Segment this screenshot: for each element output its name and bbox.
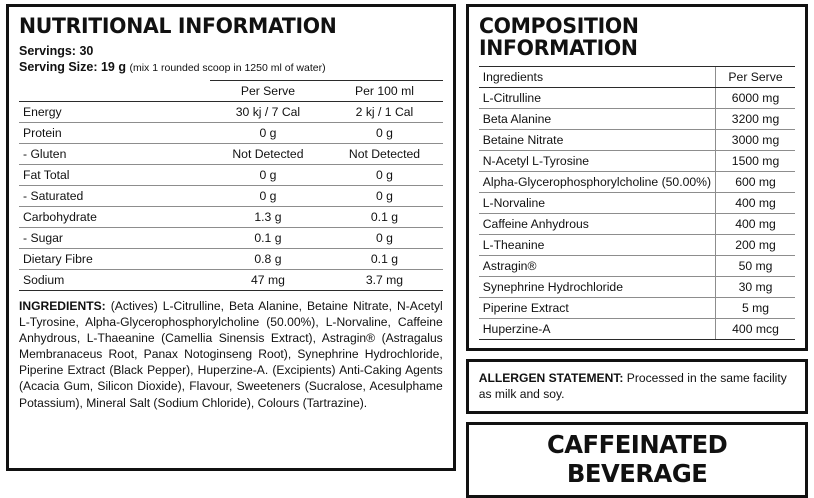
serving-size-value: 19 g <box>100 60 126 75</box>
nutrient-per-serve: 1.3 g <box>210 207 327 228</box>
ingredient-name: Caffeine Anhydrous <box>479 214 716 235</box>
table-row <box>19 102 443 123</box>
servings-label: Servings: <box>19 44 76 59</box>
nutrient-name: - Gluten <box>19 144 210 165</box>
table-row <box>19 165 443 186</box>
ingredient-name: Huperzine-A <box>479 319 716 340</box>
page-title: NUTRITIONAL INFORMATION <box>19 14 337 38</box>
ingredient-amount: 6000 mg <box>716 88 795 109</box>
ingredient-amount: 200 mg <box>716 235 795 256</box>
nutrient-per-100ml: 0 g <box>326 165 443 186</box>
composition-information-panel <box>466 4 808 351</box>
serving-size-row <box>19 60 443 74</box>
table-row <box>19 144 443 165</box>
ingredient-name: Beta Alanine <box>479 109 716 130</box>
servings-value: 30 <box>79 44 94 59</box>
column-header-blank <box>19 81 210 102</box>
caffeinated-beverage-text: CAFFEINATED BEVERAGE <box>546 429 728 488</box>
ingredient-amount: 50 mg <box>716 256 795 277</box>
nutrient-per-serve: 0.1 g <box>210 228 327 249</box>
nutrient-per-100ml: 0 g <box>326 186 443 207</box>
table-row <box>479 256 795 277</box>
nutrient-per-100ml: 0.1 g <box>326 207 443 228</box>
nutrient-name: Protein <box>19 123 210 144</box>
table-row <box>479 193 795 214</box>
ingredients-label: INGREDIENTS: <box>19 299 106 314</box>
table-row <box>19 123 443 144</box>
nutritional-information-panel <box>6 4 456 471</box>
ingredient-amount: 3200 mg <box>716 109 795 130</box>
servings-row <box>19 44 443 58</box>
nutrient-name: Dietary Fibre <box>19 249 210 270</box>
column-header-per-100ml: Per 100 ml <box>326 81 443 102</box>
table-row <box>19 249 443 270</box>
right-column <box>466 4 808 488</box>
ingredient-name: L-Citrulline <box>479 88 716 109</box>
composition-title: COMPOSITION INFORMATION <box>478 14 639 61</box>
nutrient-per-serve: 0.8 g <box>210 249 327 270</box>
ingredient-name: L-Theanine <box>479 235 716 256</box>
table-row <box>479 214 795 235</box>
nutrient-per-serve: 0 g <box>210 165 327 186</box>
table-row <box>19 228 443 249</box>
table-row <box>19 186 443 207</box>
caffeinated-beverage-panel <box>466 422 808 498</box>
table-header-row <box>479 67 795 88</box>
table-row <box>479 298 795 319</box>
nutrient-name: Sodium <box>19 270 210 291</box>
nutrient-per-serve: 47 mg <box>210 270 327 291</box>
ingredient-amount: 600 mg <box>716 172 795 193</box>
ingredient-name: Piperine Extract <box>479 298 716 319</box>
ingredients-block <box>19 298 443 411</box>
allergen-text: Processed in the same facility as milk and soy. <box>478 371 787 402</box>
nutrient-name: Fat Total <box>19 165 210 186</box>
ingredient-amount: 3000 mg <box>716 130 795 151</box>
allergen-text-block <box>479 370 795 403</box>
table-row <box>479 235 795 256</box>
serving-size-note: (mix 1 rounded scoop in 1250 ml of water) <box>129 62 326 75</box>
nutrient-per-100ml: Not Detected <box>326 144 443 165</box>
table-header-row <box>19 81 443 102</box>
ingredient-name: Betaine Nitrate <box>479 130 716 151</box>
nutrient-per-serve: Not Detected <box>210 144 327 165</box>
nutrient-per-serve: 0 g <box>210 123 327 144</box>
table-row <box>479 88 795 109</box>
ingredient-amount: 5 mg <box>716 298 795 319</box>
ingredient-name: Alpha-Glycerophosphorylcholine (50.00%) <box>479 172 716 193</box>
nutrient-per-100ml: 3.7 mg <box>326 270 443 291</box>
nutrition-table <box>19 80 443 291</box>
table-row <box>19 207 443 228</box>
nutrient-name: Energy <box>19 102 210 123</box>
ingredient-name: Synephrine Hydrochloride <box>479 277 716 298</box>
nutrient-per-100ml: 0.1 g <box>326 249 443 270</box>
ingredient-amount: 30 mg <box>716 277 795 298</box>
nutrient-name: - Sugar <box>19 228 210 249</box>
ingredient-name: L-Norvaline <box>479 193 716 214</box>
nutrient-per-100ml: 2 kj / 1 Cal <box>326 102 443 123</box>
column-header-per-serve: Per Serve <box>716 67 795 88</box>
left-column <box>6 4 456 471</box>
composition-table <box>479 66 795 340</box>
ingredient-name: Astragin® <box>479 256 716 277</box>
ingredient-amount: 1500 mg <box>716 151 795 172</box>
column-header-ingredients: Ingredients <box>479 67 716 88</box>
table-row <box>479 172 795 193</box>
ingredients-text: (Actives) L-Citrulline, Beta Alanine, Betaine Nitrate, N-Acetyl L-Tyrosine, Alpha-Glycerophosphorylcholine (50.00%), L-Norvaline, Caffeine Anhydrous, L-Thaeanine (Camellia Sinensis Extract), Astragin® (Astragalus Membranaceus Root, Panax Notoginseng Root), Synephrine Hydrochloride, Piperine Extract (Black Pepper), Huperzine-A. (Excipients) Anti-Caking Agents (Acacia Gum, Silicon Dioxide), Flavour, Sweeteners (Sucralose, Acesulphame Potassium), Mineral Salt (Sodium Chloride), Colours (Tartrazine). <box>19 299 443 410</box>
ingredient-amount: 400 mcg <box>716 319 795 340</box>
serving-size-label: Serving Size: <box>19 60 98 75</box>
table-row <box>479 319 795 340</box>
column-header-per-serve: Per Serve <box>210 81 327 102</box>
ingredient-amount: 400 mg <box>716 193 795 214</box>
nutrient-per-100ml: 0 g <box>326 123 443 144</box>
nutrient-name: - Saturated <box>19 186 210 207</box>
table-row <box>19 270 443 291</box>
allergen-label: ALLERGEN STATEMENT: <box>478 371 624 386</box>
table-row <box>479 277 795 298</box>
ingredient-name: N-Acetyl L-Tyrosine <box>479 151 716 172</box>
table-row <box>479 151 795 172</box>
table-row <box>479 130 795 151</box>
allergen-statement-panel <box>466 359 808 414</box>
table-row <box>479 109 795 130</box>
nutrient-per-serve: 0 g <box>210 186 327 207</box>
nutrient-name: Carbohydrate <box>19 207 210 228</box>
nutrient-per-serve: 30 kj / 7 Cal <box>210 102 327 123</box>
nutrient-per-100ml: 0 g <box>326 228 443 249</box>
ingredient-amount: 400 mg <box>716 214 795 235</box>
